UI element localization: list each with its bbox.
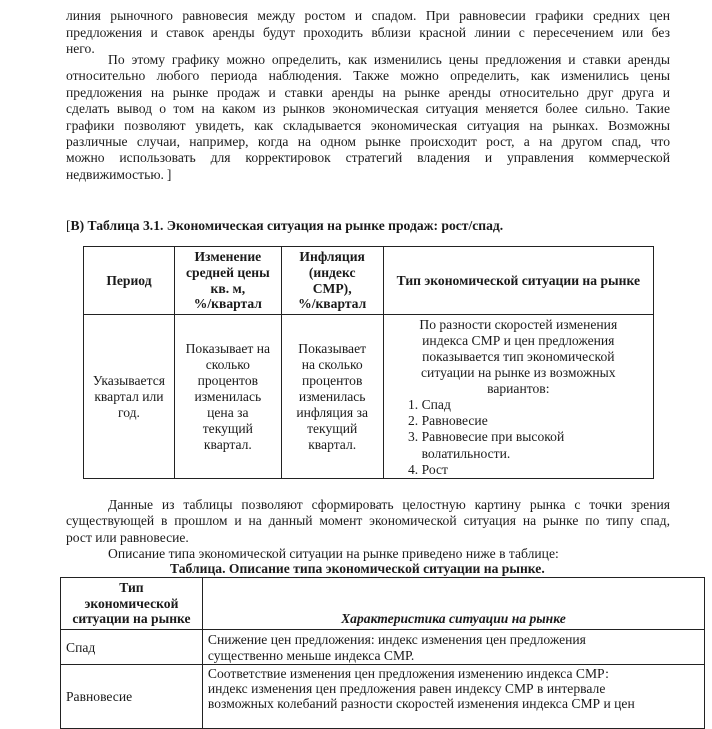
cell-line: ситуации на рынке из возможных xyxy=(421,365,616,380)
header-line: ситуации на рынке xyxy=(72,611,191,627)
conclusion-paragraph xyxy=(66,497,670,546)
cell-line: квартал. xyxy=(308,436,357,452)
cell-line: По разности скоростей изменения xyxy=(419,317,618,332)
table-3-1-caption xyxy=(66,218,503,234)
cell-price-change xyxy=(174,315,281,479)
cell-line: квартал или xyxy=(94,388,164,404)
cell-type: Спад xyxy=(61,630,203,665)
header-line: %/квартал xyxy=(193,296,262,312)
list-item: 4. Рост xyxy=(422,462,653,478)
paragraph-line: сделать вывод о том на каком из рынков экономическая ситуация меняется более сильно. Такие xyxy=(66,101,670,117)
cell-line: текущий xyxy=(202,420,253,436)
paragraph-line: предложения на рынке продаж и ставки аренды на рынке аренды относительно друг друга и xyxy=(66,84,670,100)
list-item: 2. Равновесие xyxy=(422,413,653,429)
paragraph-line: Данные из таблицы позволяют сформировать целостную картину рынка с точки зрения xyxy=(108,497,670,512)
header-situation-type: Тип экономической ситуации на рынке xyxy=(383,247,653,315)
text-cursor-bracket: ] xyxy=(166,166,172,182)
table-header-row xyxy=(61,578,705,630)
header-line: кв. м, xyxy=(210,280,246,296)
table-3-1-caption-text: В) Таблица 3.1. Экономическая ситуация на рынке продаж: рост/спад. xyxy=(70,218,504,233)
header-line: Изменение xyxy=(194,249,262,265)
paragraph-line: существующей в прошлом и на данный момент экономической ситуация на рынке по типу спад, xyxy=(66,513,670,529)
situation-description-table xyxy=(60,577,705,729)
list-item: 1. Спад xyxy=(422,397,653,413)
cell-line: возможных колебаний разности скоростей изменения индекса СМР и цен xyxy=(207,696,635,712)
cell-line: вариантов: xyxy=(487,381,550,396)
cell-line: изменилась xyxy=(298,388,366,404)
paragraph-line xyxy=(66,167,670,183)
table-row xyxy=(84,315,654,479)
header-line: Тип xyxy=(119,579,144,595)
intro-line-3: него. xyxy=(66,41,95,57)
header-situation-type xyxy=(61,578,203,630)
table-row xyxy=(61,630,705,665)
graph-description-paragraph xyxy=(66,52,670,183)
header-price-change xyxy=(174,247,281,315)
header-line: %/квартал xyxy=(298,296,367,312)
intro-line-2: предложения и ставок аренды будут проходить вблизи красной линии с пересечением или без xyxy=(66,24,670,40)
header-characteristic: Характеристика ситуации на рынке xyxy=(202,578,704,630)
header-line: (индекс xyxy=(308,264,356,280)
cell-type: Равновесие xyxy=(61,665,203,729)
situation-options-list xyxy=(384,397,653,478)
cell-line: Указывается xyxy=(92,372,165,388)
paragraph-line: графики позволяют увидеть, как складывается экономическая ситуация на рынках. Возможны xyxy=(66,117,670,133)
table-2-title: Таблица. Описание типа экономической ситуации на рынке. xyxy=(170,561,545,576)
cell-line: изменилась xyxy=(194,388,262,404)
paragraph-line: рост или равновесие. xyxy=(66,529,189,545)
cell-line: Показывает на xyxy=(185,340,271,356)
intro-line-1: линия рыночного равновесия между ростом и спадом. При равновесии графики средних цен xyxy=(66,8,670,24)
paragraph-line: относительно любого периода наблюдения. Также можно определить, как изменились цены xyxy=(66,68,670,84)
table-row xyxy=(61,665,705,729)
cell-line: квартал. xyxy=(203,436,252,452)
cell-line: инфляция за xyxy=(296,404,368,420)
cell-line: цена за xyxy=(207,404,249,420)
cell-line: Показывает xyxy=(298,340,367,356)
header-line: СМР), xyxy=(312,280,352,296)
cell-line: показывается тип экономической xyxy=(422,349,615,364)
table-header-row xyxy=(84,247,654,315)
list-item: 3. Равновесие при высокой волатильности. xyxy=(422,429,653,461)
header-line: экономической xyxy=(84,595,179,611)
header-line: средней цены xyxy=(185,264,270,280)
cell-line: индекса СМР и цен предложения xyxy=(422,333,615,348)
paragraph-line: различные случаи, например, когда на одном рынке происходит рост, а на другом спад, что xyxy=(66,134,670,150)
cell-line: индекс изменения цен предложения равен индексу СМР в интервале xyxy=(207,681,606,697)
header-period: Период xyxy=(84,247,175,315)
paragraph-line: можно использовать для корректировок стратегий владения и управления коммерческой xyxy=(66,150,670,166)
cell-period xyxy=(84,315,175,479)
header-inflation xyxy=(281,247,383,315)
paragraph-line: По этому графику можно определить, как изменились цены предложения и ставки аренды xyxy=(108,52,670,67)
cell-inflation xyxy=(281,315,383,479)
cell-line: Снижение цен предложения: индекс изменения цен предложения xyxy=(207,632,586,648)
cell-line: существенно меньше индекса СМР. xyxy=(207,647,415,663)
header-line: Инфляция xyxy=(299,249,365,265)
cell-line: на сколько xyxy=(301,356,363,372)
cell-line: процентов xyxy=(301,372,363,388)
cell-characteristic xyxy=(202,630,704,665)
paragraph-line-text: недвижимостью. xyxy=(66,166,164,182)
cell-line: текущий xyxy=(307,420,358,436)
intro-paragraph xyxy=(66,0,670,58)
selection-bracket: [ xyxy=(66,218,71,233)
market-situation-table xyxy=(83,246,654,479)
cell-characteristic xyxy=(202,665,704,729)
table-intro-line: Описание типа экономической ситуации на рынке приведено ниже в таблице: xyxy=(108,546,559,561)
cell-line: процентов xyxy=(197,372,259,388)
cell-line: Соответствие изменения цен предложения изменению индекса СМР: xyxy=(207,666,609,681)
cell-situation-type xyxy=(383,315,653,479)
cell-line: сколько xyxy=(205,356,250,372)
cell-line: год. xyxy=(117,404,140,420)
